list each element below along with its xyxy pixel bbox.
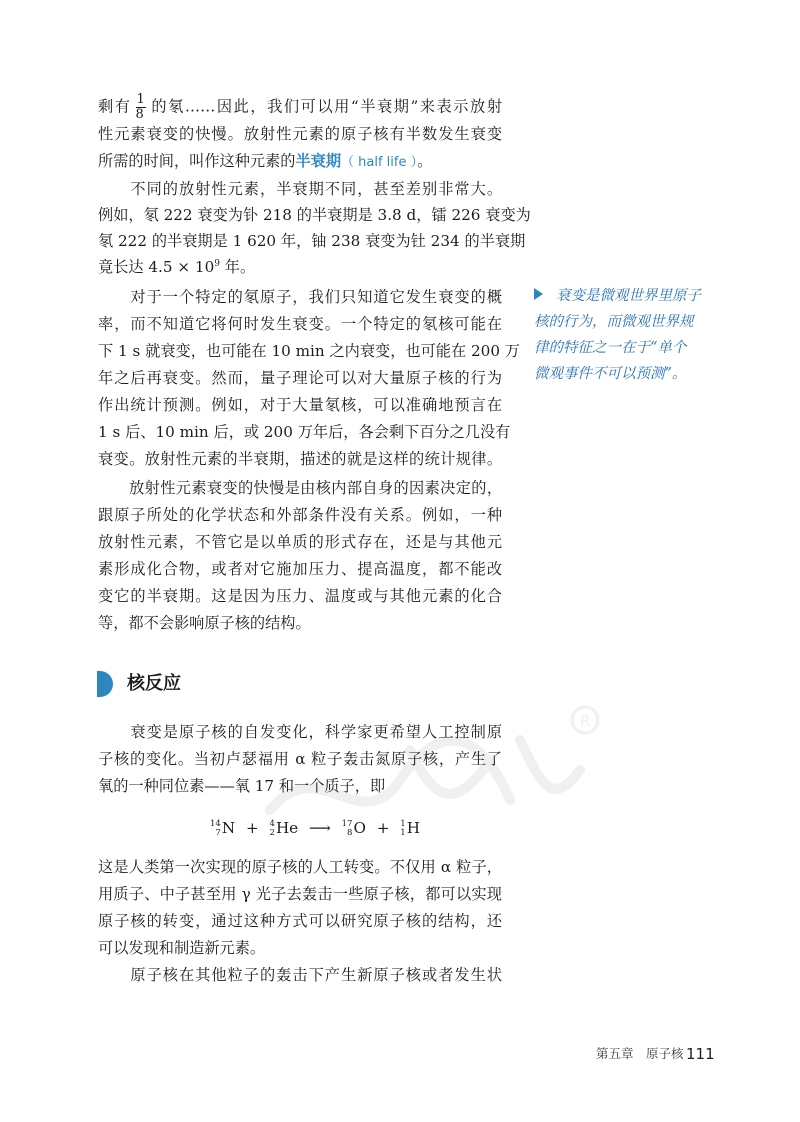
term-latin: （ half life ） [341,155,418,170]
nuclide-nitrogen: 14 7 N [210,819,236,838]
nuclide-oxygen: 17 8 O [341,819,366,838]
nuclide-helium: 4 2 He [269,819,299,838]
section-title: 核反应 [127,673,181,694]
nuclide-hydrogen: 1 1 H [400,819,420,838]
section-marker-icon [97,671,113,697]
fraction: $\frac{1}{8}$ [135,92,145,122]
nuclear-equation: 14 7 N + 4 2 He ⟶ 17 8 O + 1 1 H [210,815,420,841]
chapter-label: 第五章 原子核 [596,1046,684,1061]
triangle-bullet-icon [534,288,543,300]
reaction-arrow: ⟶ [309,819,331,837]
svg-text:R: R [580,712,591,730]
page-number: 111 [686,1045,715,1063]
term-half-life: 半衰期 [295,152,341,170]
